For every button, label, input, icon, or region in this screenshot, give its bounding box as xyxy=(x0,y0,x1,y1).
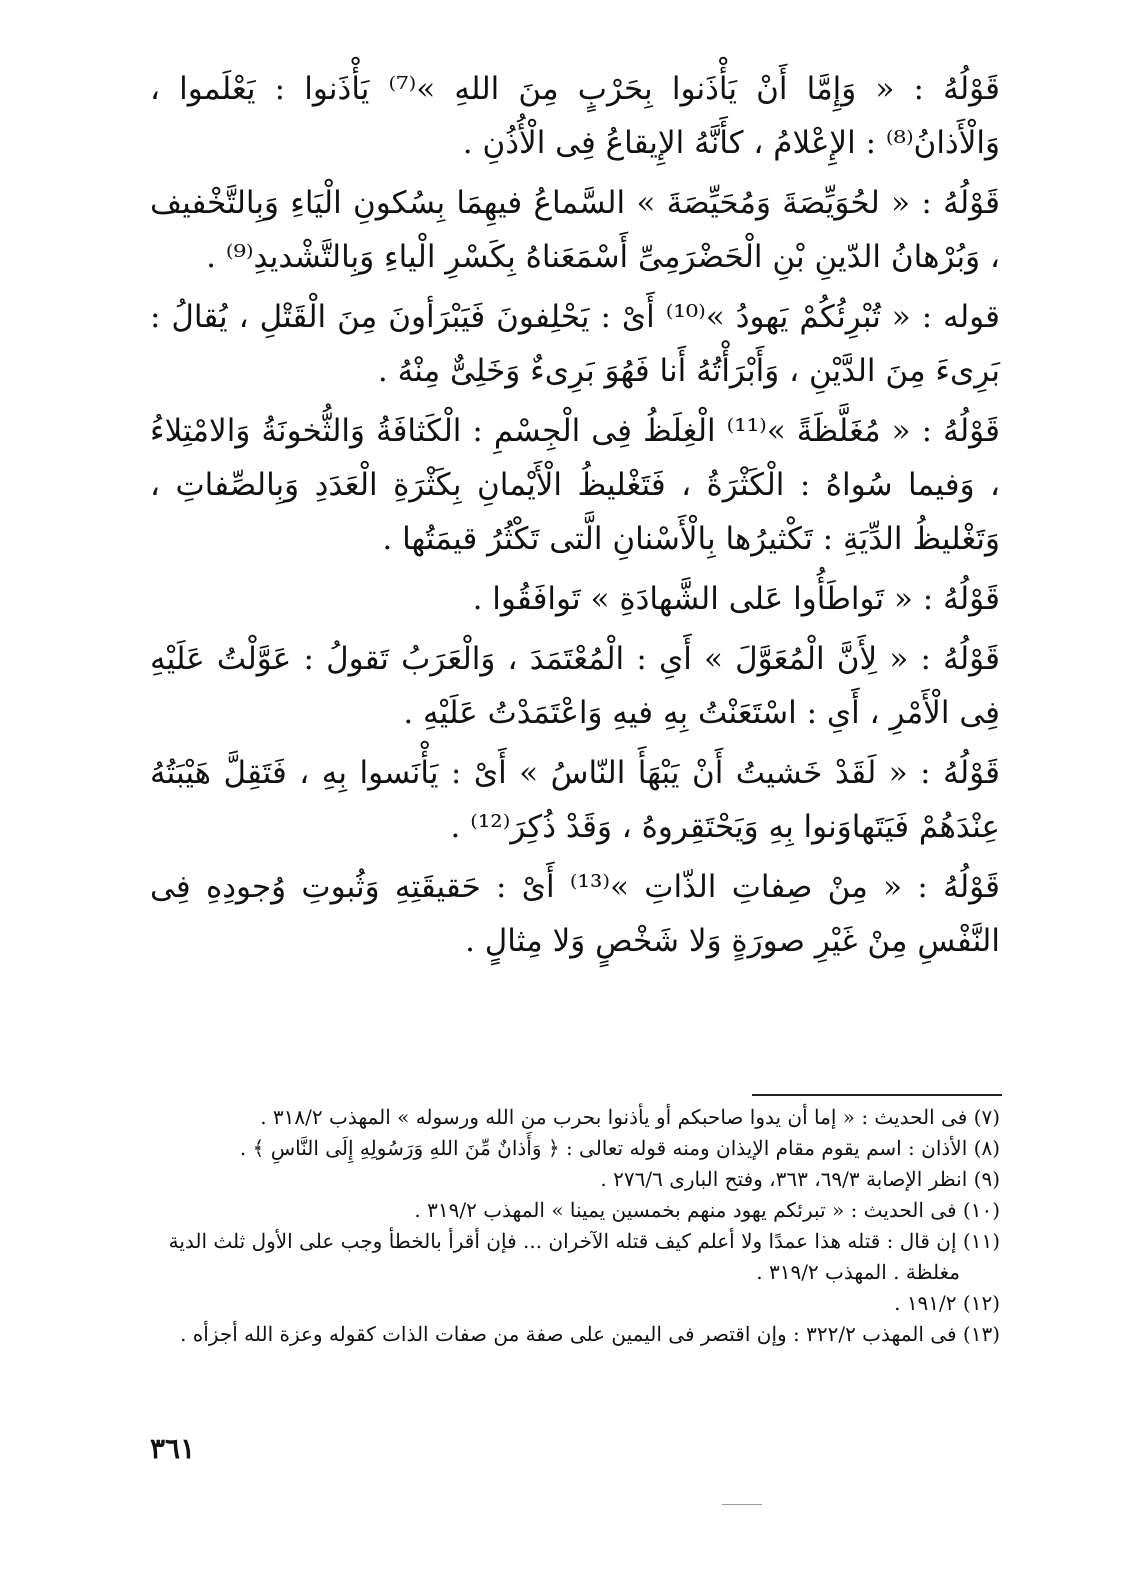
footnote-8: (٨) الأذان : اسم يقوم مقام الإيذان ومنه قوله تعالى : ﴿ وَأَذانٌ مِّنَ اللهِ وَرَسُولِهِ إِلَى النَّاسِ ﴾ . xyxy=(239,1136,1000,1160)
paragraph-7: قَوْلُهُ : « لَقَدْ خَشيتُ أَنْ يَبْهَأَ النّاسُ » أَىْ : يَأْنَسوا بِهِ ، فَتَقِلَّ هَيْبَتُهُ عِنْدَهُمْ فَيَتَهاوَنوا بِهِ وَيَحْتَقِروهُ ، وَقَدْ ذُكِرَ⁽¹²⁾ . xyxy=(150,755,1000,845)
footnotes xyxy=(150,1102,1000,1350)
scan-mark xyxy=(722,1504,762,1505)
footnote-12: (١٢) ١٩١/٢ . xyxy=(894,1291,1000,1315)
footnote-13: (١٣) فى المهذب ٣٢٢/٢ : وإن اقتصر فى اليمين على صفة من صفات الذات كقوله وعزة الله أجزأه . xyxy=(180,1322,1000,1346)
paragraph-1: قَوْلُهُ : « وَإِمَّا أَنْ يَأْذَنوا بِحَرْبٍ مِنَ اللهِ »⁽⁷⁾ يَأْذَنوا : يَعْلَموا ، وَالْأَذانُ⁽⁸⁾ : الإِعْلامُ ، كأَنَّهُ الإِيقاعُ فِى الْأُذُنِ . xyxy=(150,71,1000,161)
main-text xyxy=(150,62,1000,974)
footnote-10: (١٠) فى الحديث : « تبرئكم يهود منهم بخمسين يمينا » المهذب ٣١٩/٢ . xyxy=(414,1198,1000,1222)
page-number: ٣٦١ xyxy=(150,1432,196,1465)
footnote-divider xyxy=(752,1094,1002,1096)
paragraph-8: قَوْلُهُ : « مِنْ صِفاتِ الذّاتِ »⁽¹³⁾ أَىْ : حَقيقَتِهِ وَثُبوتِ وُجودِهِ فِى النَّفْسِ مِنْ غَيْرِ صورَةٍ وَلا شَخْصٍ وَلا مِثالٍ . xyxy=(150,869,1000,959)
paragraph-6: قَوْلُهُ : « لِأَنَّ الْمُعَوَّلَ » أَىِ : الْمُعْتَمَدَ ، وَالْعَرَبُ تَقولُ : عَوَّلْتُ عَلَيْهِ فِى الْأَمْرِ ، أَىِ : اسْتَعَنْتُ بِهِ فيهِ وَاعْتَمَدْتُ عَلَيْهِ . xyxy=(150,641,1000,731)
footnote-7: (٧) فى الحديث : « إما أن يدوا صاحبكم أو يأذنوا بحرب من الله ورسوله » المهذب ٣١٨/٢ . xyxy=(260,1105,1000,1129)
paragraph-2: قَوْلُهُ : « لحُوَيِّصَةَ وَمُحَيِّصَةَ » السَّماعُ فيهِمَا بِسُكونِ الْيَاءِ وَبِالتَّخْفيف ، وَبُرْهانُ الدّينِ بْنِ الْحَضْرَمِىِّ أَسْمَعَناهُ بِكَسْرِ الْياءِ وَبِالتَّشْديدِ⁽⁹⁾ . xyxy=(150,185,1000,275)
paragraph-3: قوله : « تُبْرِئُكُمْ يَهودُ »⁽¹⁰⁾ أَىْ : يَحْلِفونَ فَيَبْرَأونَ مِنَ الْقَتْلِ ، يُقالُ : بَرِىءَ مِنَ الدَّيْنِ ، وَأَبْرَأْتُهُ أَنا فَهُوَ بَرِىءٌ وَخَلِىٌّ مِنْهُ . xyxy=(150,299,1000,389)
paragraph-4: قَوْلُهُ : « مُغَلَّظَةً »⁽¹¹⁾ الْغِلَظُ فِى الْجِسْمِ : الْكَثافَةُ وَالثُّخونَةُ وَالامْتِلاءُ ، وَفيما سُواهُ : الْكَثْرَةُ ، فَتَغْليظُ الْأَيْمانِ بِكَثْرَةِ الْعَدَدِ وَبِالصِّفاتِ ، وَتَغْليظُ الدِّيَةِ : تَكْثيرُها بِالْأَسْنانِ الَّتى تَكْثُرُ قيمَتُها . xyxy=(150,413,1000,557)
paragraph-5: قَوْلُهُ : « تَواطَأُوا عَلى الشَّهادَةِ » تَوافَقُوا . xyxy=(472,581,1000,617)
footnote-9: (٩) انظر الإصابة ٦٩/٣، ٣٦٣، وفتح البارى ٢٧٦/٦ . xyxy=(600,1167,1000,1191)
footnote-11-continuation: مغلظة . المهذب ٣١٩/٢ . xyxy=(756,1260,960,1284)
footnote-11: (١١) إن قال : قتله هذا عمدًا ولا أعلم كيف قتله الآخران ... فإن أقرأ بالخطأ وجب على الأول ثلث الدية xyxy=(168,1229,1000,1253)
